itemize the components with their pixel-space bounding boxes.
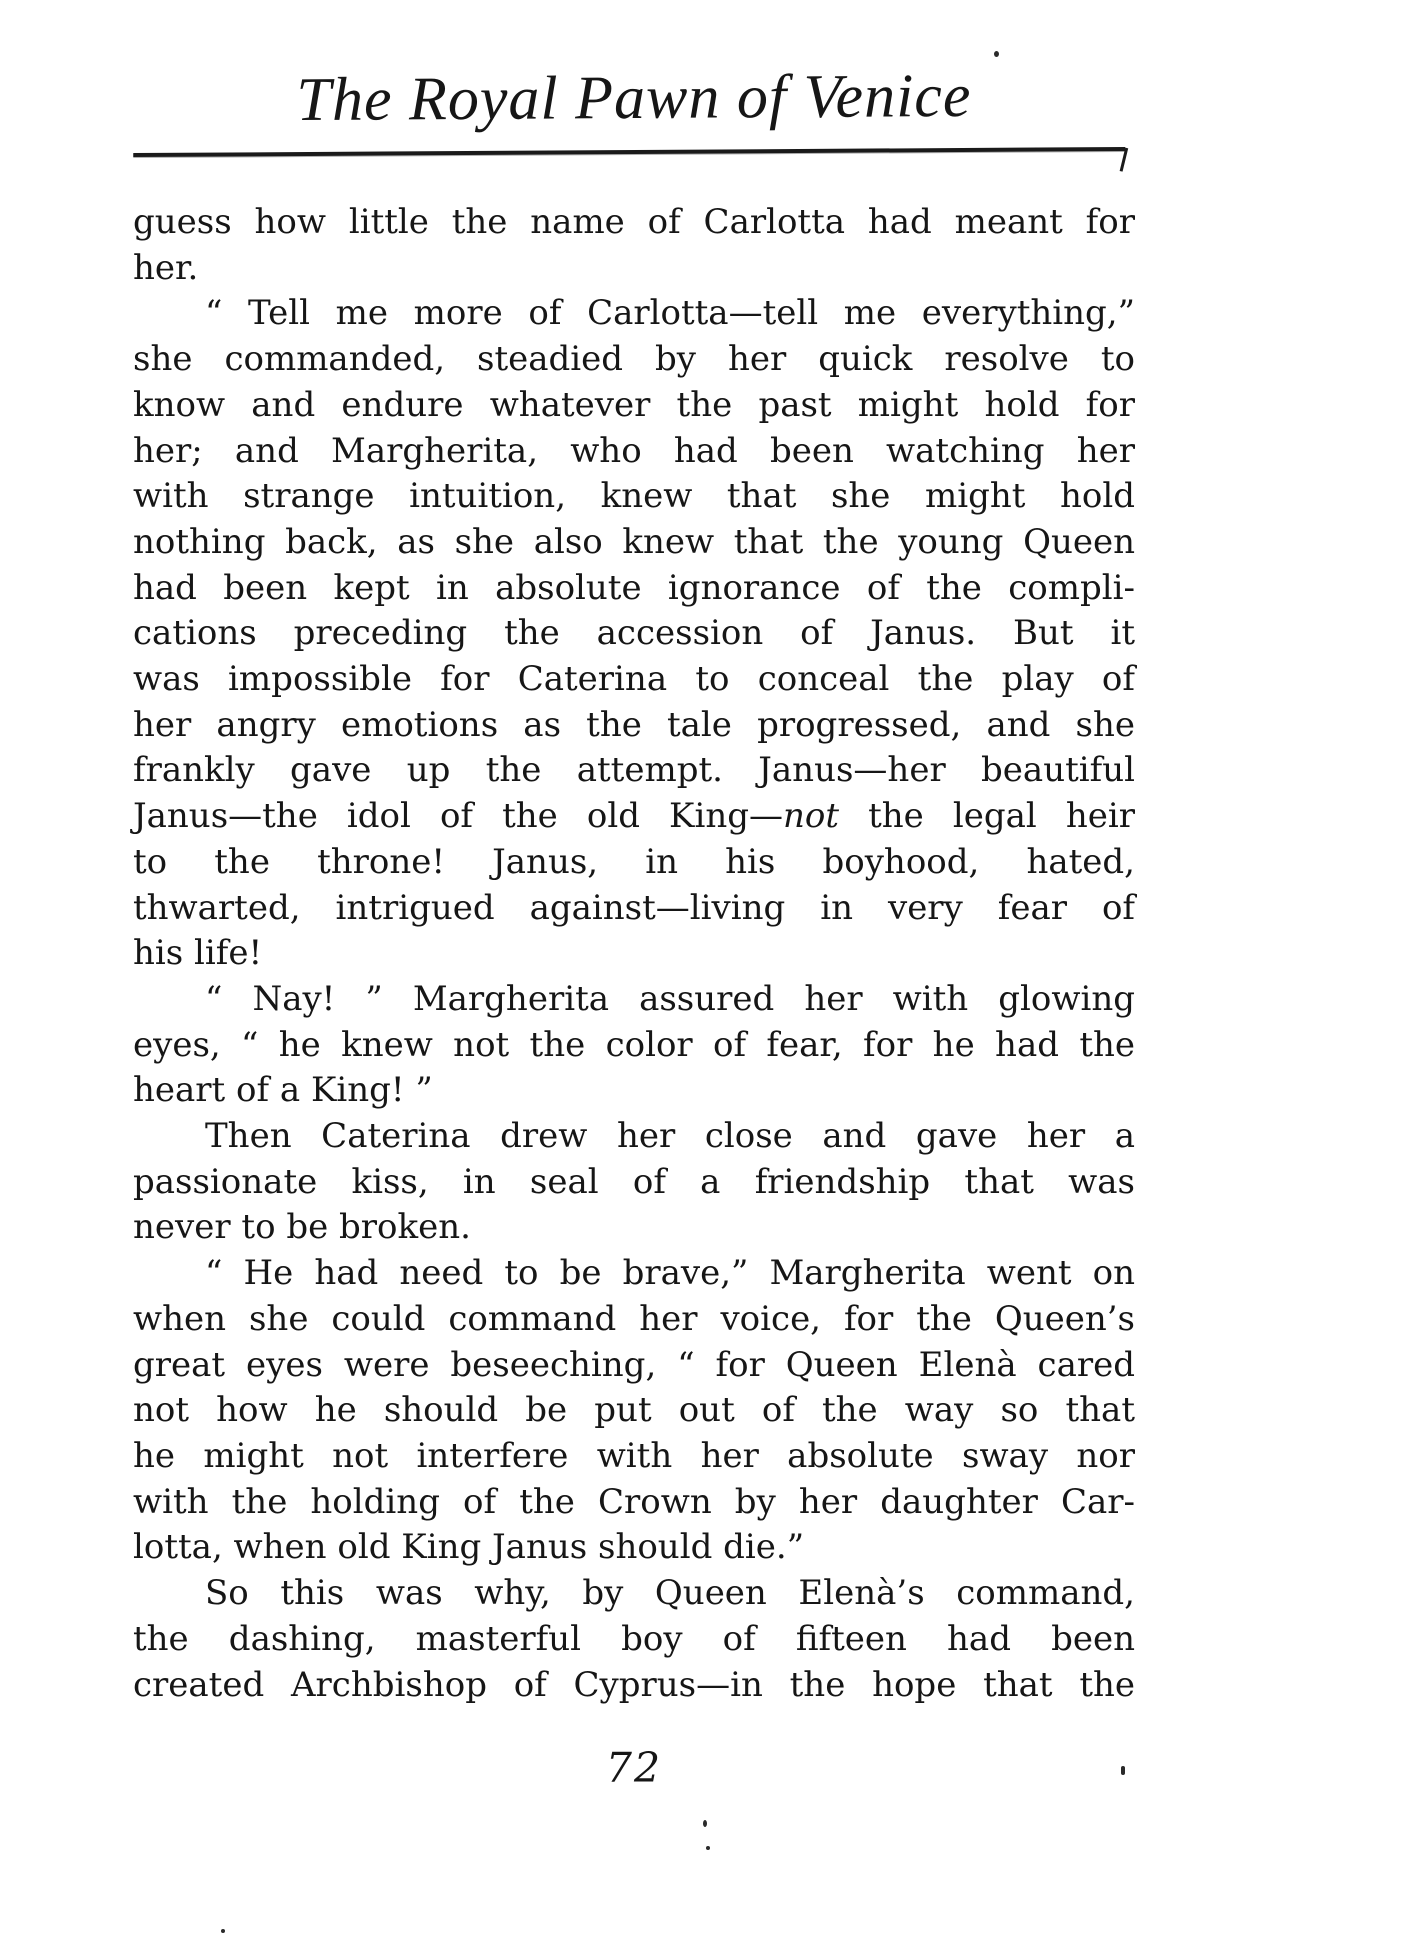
text-line [133, 337, 1135, 383]
text-segment: Janus—the idol of the old King— [133, 796, 783, 837]
text-line [133, 1251, 1135, 1297]
text-segment: never to be broken. [133, 1207, 471, 1248]
text-line [133, 840, 1135, 886]
text-segment: with the holding of the Crown by her daughter Car- [133, 1481, 1135, 1522]
text-segment: heart of a King! ” [133, 1070, 433, 1111]
text-line [133, 1663, 1135, 1709]
paragraph [133, 1114, 1135, 1251]
text-line [133, 383, 1135, 429]
page-title: The Royal Pawn of Venice [296, 61, 972, 135]
text-line [133, 1571, 1135, 1617]
text-line [133, 977, 1135, 1023]
text-segment: passionate kiss, in seal of a friendship that was [133, 1161, 1135, 1202]
text-line [133, 1297, 1135, 1343]
text-segment: her; and Margherita, who had been watching her [133, 430, 1135, 471]
scan-speck [1121, 1766, 1125, 1775]
text-line [133, 794, 1135, 840]
paragraph [133, 1251, 1135, 1571]
page-header [133, 59, 1136, 157]
text-segment: thwarted, intrigued against—living in very fear of [133, 887, 1135, 928]
text-line [133, 1617, 1135, 1663]
text-segment: when she could command her voice, for the Queen’s [133, 1298, 1135, 1339]
title-rule [133, 147, 1125, 157]
text-segment: the legal heir [839, 796, 1135, 837]
scan-speck [994, 51, 999, 57]
paragraph [133, 200, 1135, 291]
text-segment: her angry emotions as the tale progressed, and she [133, 704, 1135, 745]
text-segment: his life! [133, 933, 263, 974]
text-segment: Then Caterina drew her close and gave her a [205, 1116, 1135, 1157]
body-text [133, 200, 1135, 1708]
text-line [133, 474, 1135, 520]
text-line [133, 1205, 1135, 1251]
scan-speck [703, 1820, 707, 1827]
text-line [133, 703, 1135, 749]
text-line [133, 246, 1135, 292]
text-line [133, 200, 1135, 246]
text-line [133, 1480, 1135, 1526]
text-segment: guess how little the name of Carlotta had meant for [133, 202, 1135, 242]
text-segment: eyes, “ he knew not the color of fear, for he had the [133, 1024, 1135, 1065]
text-segment: created Archbishop of Cyprus—in the hope that the [133, 1664, 1135, 1705]
text-line [133, 886, 1135, 932]
text-line [133, 748, 1135, 794]
paragraph [133, 291, 1135, 977]
text-segment: lotta, when old King Janus should die.” [133, 1527, 805, 1568]
text-line [133, 291, 1135, 337]
scan-speck [221, 1929, 225, 1933]
text-segment: was impossible for Caterina to conceal the play of [133, 659, 1135, 700]
text-segment: he might not interfere with her absolute sway nor [133, 1435, 1135, 1476]
text-line [133, 566, 1135, 612]
text-line [133, 1160, 1135, 1206]
text-segment: to the throne! Janus, in his boyhood, hated, [133, 841, 1135, 882]
text-line [133, 611, 1135, 657]
text-segment: “ Nay! ” Margherita assured her with glowing [205, 978, 1135, 1019]
text-segment: “ He had need to be brave,” Margherita went on [205, 1253, 1135, 1294]
text-segment: not how he should be put out of the way so that [133, 1390, 1135, 1431]
text-segment: great eyes were beseeching, “ for Queen Elenà cared [133, 1344, 1135, 1385]
text-segment: the dashing, masterful boy of fifteen had been [133, 1618, 1135, 1659]
text-segment: she commanded, steadied by her quick resolve to [133, 339, 1135, 380]
text-line [133, 1114, 1135, 1160]
text-line [133, 1434, 1135, 1480]
text-line [133, 1068, 1135, 1114]
text-segment: with strange intuition, knew that she might hold [133, 476, 1135, 517]
text-segment: had been kept in absolute ignorance of the compli- [133, 567, 1135, 608]
text-segment: cations preceding the accession of Janus. But it [133, 613, 1135, 654]
text-segment: nothing back, as she also knew that the young Queen [133, 521, 1135, 562]
text-line [133, 657, 1135, 703]
text-line [133, 520, 1135, 566]
text-line [133, 429, 1135, 475]
text-line [133, 1388, 1135, 1434]
paragraph [133, 1571, 1135, 1708]
text-line [133, 1525, 1135, 1571]
text-column [133, 0, 1135, 1792]
italic-text: not [782, 796, 840, 837]
text-line [133, 1023, 1135, 1069]
text-segment: her. [133, 247, 199, 288]
rule-end-hook [1120, 148, 1129, 172]
page-number: 72 [605, 1744, 663, 1793]
text-segment: So this was why, by Queen Elenà’s command, [205, 1573, 1135, 1614]
text-segment: “ Tell me more of Carlotta—tell me everything,” [205, 293, 1135, 334]
text-segment: frankly gave up the attempt. Janus—her beautiful [133, 750, 1135, 791]
text-segment: know and endure whatever the past might hold for [133, 384, 1135, 425]
text-line [133, 931, 1135, 977]
text-line [133, 1343, 1135, 1389]
paragraph [133, 977, 1135, 1114]
scan-speck [706, 1846, 710, 1850]
